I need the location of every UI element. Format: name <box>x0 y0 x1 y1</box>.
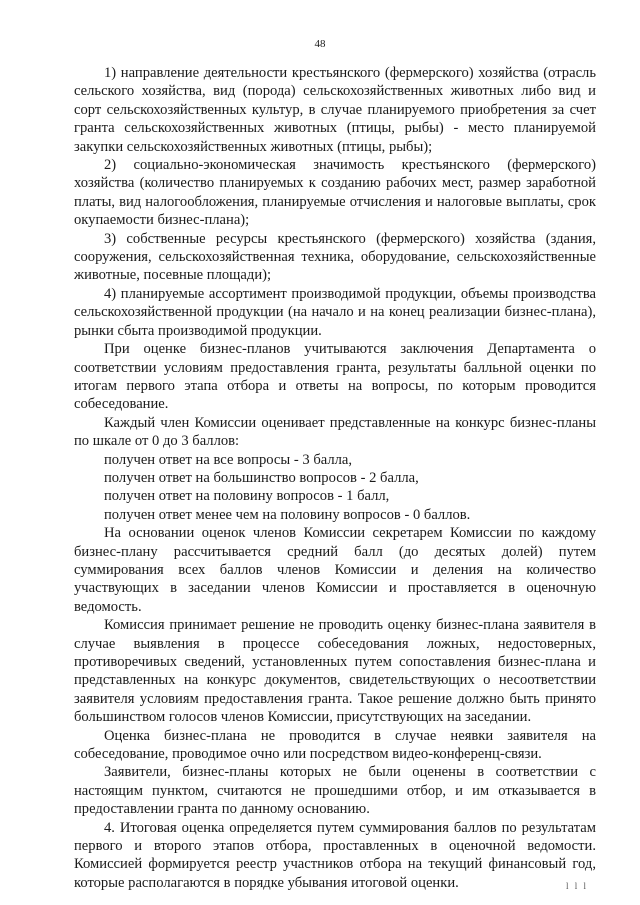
paragraph-item-3: 3) собственные ресурсы крестьянского (фермерского) хозяйства (здания, сооружения, сельскохозяйственная техника, оборудование, сельскохозяйственные животные, посевные площади); <box>74 230 596 284</box>
score-line-0: получен ответ менее чем на половину вопросов - 0 баллов. <box>104 506 471 523</box>
corner-mark: l l l <box>565 881 588 891</box>
paragraph-item-2: 2) социально-экономическая значимость крестьянского (фермерского) хозяйства (количество планируемых к созданию рабочих мест, размер заработной платы, вид налогообложения, планируемые отчисления и налоговые выплаты, срок окупаемости бизнес-плана); <box>74 157 596 229</box>
paragraph-scoring-scale: Каждый член Комиссии оценивает представленные на конкурс бизнес-планы по шкале от 0 до 3 баллов: <box>74 414 596 450</box>
paragraph-no-show: Оценка бизнес-плана не проводится в случае неявки заявителя на собеседование, проводимое очно или посредством видео-конференц-связи. <box>74 727 596 763</box>
paragraph-final-score: 4. Итоговая оценка определяется путем суммирования баллов по результатам первого и второго этапов отбора, проставленных в оценочной ведомости. Комиссией формируется реестр участников отбора на текущий финансовый год, которые располагаются в порядке убывания итоговой оценки. <box>74 819 596 891</box>
score-line-2: получен ответ на большинство вопросов - 2 балла, <box>104 469 419 486</box>
paragraph-refusal-decision: Комиссия принимает решение не проводить оценку бизнес-плана заявителя в случае выявления в процессе собеседования ложных, недостоверных, противоречивых сведений, установленных путем сопоставления бизнес-плана и представленных на конкурс документов, свидетельствующих о несоответствии заявителя условиям предоставления гранта. Такое решение должно быть принято большинством голосов членов Комиссии, присутствующих на заседании. <box>74 617 596 726</box>
paragraph-not-passed: Заявители, бизнес-планы которых не были оценены в соответствии с настоящим пунктом, считаются не прошедшими отбор, и им отказывается в предоставлении гранта по данному основанию. <box>74 764 596 818</box>
page-number: 48 <box>314 38 326 50</box>
paragraph-item-1: 1) направление деятельности крестьянского (фермерского) хозяйства (отрасль сельского хозяйства, вид (порода) сельскохозяйственных животных либо вид и сорт сельскохозяйственных культур, в случае планируемого приобретения за счет гранта сельскохозяйственных животных (птицы, рыбы) - место планируемой закупки сельскохозяйственных животных (птицы, рыбы); <box>74 65 596 155</box>
paragraph-average-score: На основании оценок членов Комиссии секретарем Комиссии по каждому бизнес-плану рассчитывается средний балл (до десятых долей) путем суммирования всех баллов членов Комиссии и деления на количество участвующих в заседании членов Комиссии и проставляется в оценочную ведомость. <box>74 525 596 615</box>
score-line-3: получен ответ на все вопросы - 3 балла, <box>104 451 353 468</box>
paragraph-item-4: 4) планируемые ассортимент производимой продукции, объемы производства сельскохозяйственной продукции (на начало и на конец реализации бизнес-плана), рынки сбыта производимой продукции. <box>74 285 596 339</box>
score-line-1: получен ответ на половину вопросов - 1 балл, <box>104 488 390 505</box>
document-body <box>74 64 596 892</box>
paragraph-evaluation-basis: При оценке бизнес-планов учитываются заключения Департамента о соответствии условиям предоставления гранта, результаты балльной оценки по итогам первого этапа отбора и ответы на вопросы, по которым проводится собеседование. <box>74 341 596 413</box>
